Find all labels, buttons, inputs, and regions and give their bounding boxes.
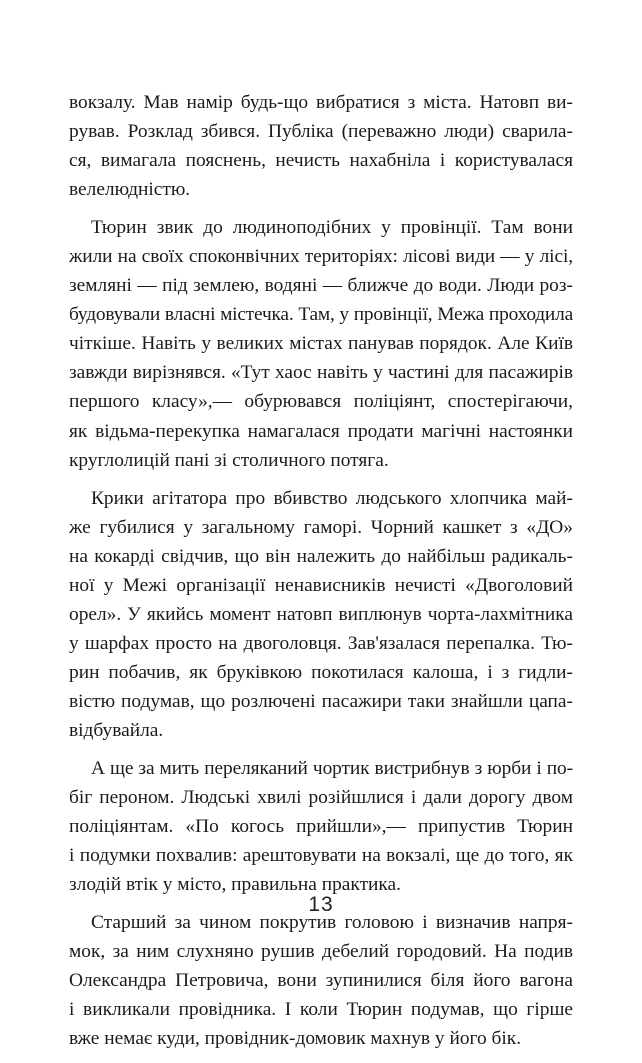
text-line: земляні — під землею, водяні — ближче до води. Люди роз-	[69, 275, 573, 297]
text-line: Старший за чином покрутив головою і визначив напря-	[91, 912, 573, 934]
text-line: Крики агітатора про вбивство людського хлопчика май-	[91, 487, 573, 509]
text-line: злодій втік у місто, правильна практика.	[69, 874, 402, 896]
paragraph-2	[69, 213, 573, 474]
text-line: круглолицій пані зі столичного потяга.	[69, 449, 389, 471]
text-line: велелюдністю.	[69, 179, 191, 201]
text-line: Олександра Петровича, вони зупинилися біля його вагона	[69, 970, 573, 992]
paragraph-5	[69, 908, 573, 1053]
paragraph-3	[69, 484, 573, 745]
text-line: мок, за ним слухняно рушив дебелий городовий. На подив	[69, 941, 573, 963]
text-line: відбувайла.	[69, 719, 164, 741]
text-line: вістю подумав, що розлючені пасажири таки знайшли цапа-	[69, 690, 573, 712]
text-line: Тюрин звик до людиноподібних у провінції. Там вони	[91, 217, 573, 239]
text-line: чіткіше. Навіть у великих містах панував порядок. Але Київ	[69, 333, 573, 355]
text-line: і подумки похвалив: арештовувати на вокзалі, ще до того, як	[69, 845, 573, 867]
text-line: і викликали провідника. І коли Тюрин подумав, що гірше	[69, 999, 573, 1021]
text-line: біг пероном. Людські хвилі розійшлися і дали дорогу двом	[69, 787, 573, 809]
text-line: поліціянтам. «По когось прийшли»,— припустив Тюрин	[69, 816, 573, 838]
text-line: у шарфах просто на двоголовця. Зав'язалася перепалка. Тю-	[69, 632, 573, 654]
text-line: рин побачив, як бруківкою покотилася калоша, і з гидли-	[69, 661, 573, 683]
text-line: вокзалу. Мав намір будь-що вибратися з міста. Натовп ви-	[69, 92, 573, 113]
text-line: вже немає куди, провідник-домовик махнув у його бік.	[69, 1028, 522, 1050]
text-line: завжди вирізнявся. «Тут хаос навіть у частині для пасажирів	[69, 362, 573, 384]
text-line: на кокарді свідчив, що він належить до найбільш радикаль-	[69, 545, 573, 567]
page-number: 13	[308, 893, 334, 916]
text-line: жили на своїх споконвічних територіях: лісові види — у лісі,	[69, 246, 573, 268]
text-line: ної у Межі організації ненависників нечисті «Двоголовий	[69, 574, 573, 596]
text-line: орел». У якийсь момент натовп виплюнув чорта-лахмітника	[69, 603, 573, 625]
paragraph-1	[69, 88, 573, 204]
text-line: ся, вимагала пояснень, нечисть нахабніла і користувалася	[69, 150, 573, 172]
text-line: рував. Розклад збився. Публіка (переважно люди) сварила-	[69, 121, 573, 143]
paragraph-4	[69, 754, 573, 899]
text-line: же губилися у загальному гаморі. Чорний кашкет з «ДО»	[69, 516, 573, 538]
text-line: першого класу»,— обурювався поліціянт, спостерігаючи,	[69, 391, 573, 413]
text-line: як відьма-перекупка намагалася продати магічні настоянки	[69, 420, 573, 442]
text-line: А ще за мить переляканий чортик вистрибнув з юрби і по-	[91, 758, 573, 780]
text-line: будовували власні містечка. Там, у провінції, Межа проходила	[69, 304, 573, 326]
